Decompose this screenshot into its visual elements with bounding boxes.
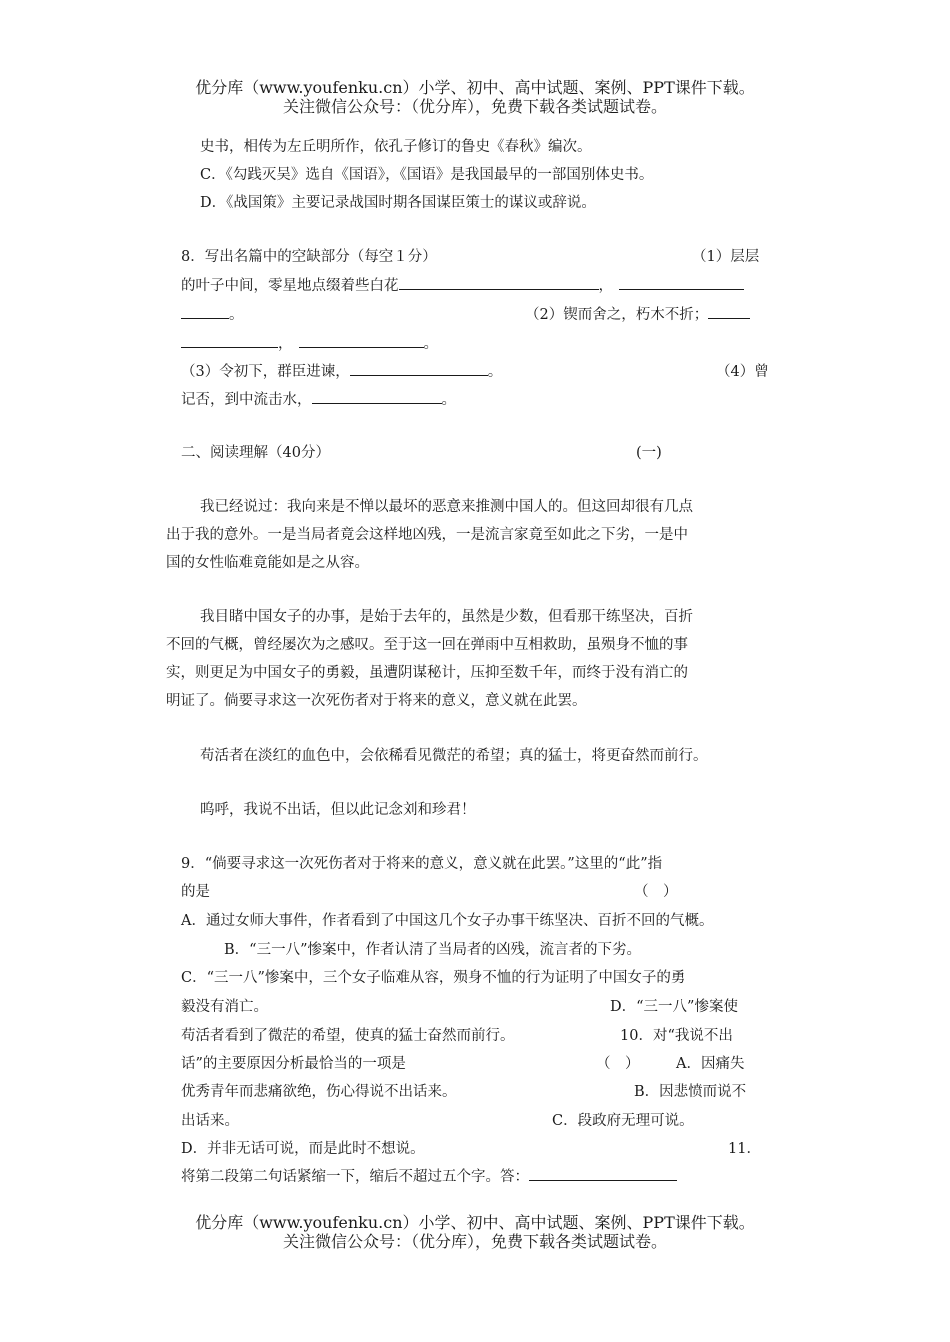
- q9-option-c-line1: C．“三一八”惨案中，三个女子临难从容，殒身不恤的行为证明了中国女子的勇: [181, 970, 686, 986]
- blank-1[interactable]: [399, 276, 599, 290]
- q10-option-b-start: B．因悲愤而说不: [634, 1084, 747, 1100]
- q10-option-c: C．段政府无理可说。: [552, 1113, 694, 1129]
- q8-title: 8．写出名篇中的空缺部分（每空１分）: [181, 249, 437, 265]
- q8-line-2: [181, 276, 744, 296]
- q10-option-d: D．并非无话可说，而是此时不想说。: [181, 1141, 425, 1157]
- q10-option-b-cont: 出话来。: [181, 1113, 239, 1129]
- comma-2: ，: [278, 336, 293, 352]
- footer-line-1: 优分库（www.youfenku.cn）小学、初中、高中试题、案例、PPT课件下载。: [195, 1213, 755, 1232]
- period-1: 。: [229, 307, 244, 323]
- q11-stem-text: 将第二段第二句话紧缩一下，缩后不超过五个字。答：: [181, 1169, 529, 1185]
- period-3: 。: [487, 364, 503, 380]
- q8-part4-start: （4）曾: [716, 364, 769, 380]
- q11-answer-blank[interactable]: [529, 1167, 677, 1181]
- q9-stem-line1: 9．“倘要寻求这一次死伤者对于将来的意义，意义就在此罢。”这里的“此”指: [181, 856, 663, 872]
- q8-part2: （2）锲而舍之，朽木不折；: [525, 307, 709, 323]
- q8-line-6: [181, 390, 456, 410]
- blank-3-cont[interactable]: [181, 334, 278, 348]
- footer-line-2: 关注微信公众号：（优分库），免费下载各类试题试卷。: [282, 1232, 667, 1251]
- q10-stem-start: 10．对“我说不出: [620, 1028, 733, 1044]
- passage-p3: 苟活者在淡红的血色中，会依稀看见微茫的希望；真的猛士，将更奋然而前行。: [200, 748, 708, 764]
- passage-p1-line2: 出于我的意外。一是当局者竟会这样地凶残，一是流言家竟至如此之下劣，一是中: [166, 527, 688, 543]
- option-d: D．《战国策》主要记录战国时期各国谋臣策士的谋议或辞说。: [200, 195, 596, 211]
- q9-option-c-line2: 毅没有消亡。: [181, 999, 268, 1015]
- q8-line-3: [181, 305, 244, 325]
- q11-stem: [181, 1167, 677, 1187]
- option-c: C．《勾践灭吴》选自《国语》，《国语》是我国最早的一部国别体史书。: [200, 167, 654, 183]
- blank-4[interactable]: [299, 334, 424, 348]
- q10-option-a-start: A．因痛失: [676, 1056, 745, 1072]
- option-b-tail: 史书，相传为左丘明所作，依孔子修订的鲁史《春秋》编次。: [200, 139, 592, 155]
- blank-2[interactable]: [619, 276, 744, 290]
- passage-p4: 呜呼，我说不出话，但以此记念刘和珍君！: [200, 802, 476, 818]
- period-2: 。: [423, 336, 438, 352]
- q9-option-a: A．通过女师大事件，作者看到了中国这几个女子办事干练坚决、百折不回的气概。: [181, 913, 714, 929]
- comma-1: ，: [598, 278, 613, 294]
- passage-p1-line1: 我已经说过：我向来是不惮以最坏的恶意来推测中国人的。但这回却很有几点: [200, 499, 693, 515]
- q9-option-d-start: D．“三一八”惨案使: [610, 999, 738, 1015]
- q9-option-b: B．“三一八”惨案中，作者认清了当局者的凶残，流言者的下劣。: [224, 942, 641, 958]
- q9-answer-paren: （ ）: [634, 884, 678, 900]
- q8-line-5: [181, 362, 502, 382]
- passage-p1-line3: 国的女性临难竟能如是之从容。: [166, 555, 369, 571]
- blank-5[interactable]: [350, 362, 488, 376]
- blank-6[interactable]: [312, 390, 442, 404]
- q9-stem-line2: 的是: [181, 884, 210, 900]
- q8-line-4: [181, 334, 438, 354]
- q8-part3: （3）令初下，群臣进谏，: [181, 364, 350, 380]
- q10-answer-paren: （ ）: [596, 1056, 640, 1072]
- passage-p2-line4: 明证了。倘要寻求这一次死伤者对于将来的意义，意义就在此罢。: [166, 693, 587, 709]
- section-2-title: 二、阅读理解（40分）: [181, 445, 330, 461]
- passage-p2-line3: 实，则更足为中国女子的勇毅，虽遭阴谋秘计，压抑至数千年，而终于没有消亡的: [166, 665, 688, 681]
- passage-p2-line2: 不回的气概，曾经屡次为之感叹。至于这一回在弹雨中互相救助，虽殒身不恤的事: [166, 637, 688, 653]
- passage-p2-line1: 我目睹中国女子的办事，是始于去年的，虽然是少数，但看那干练坚决，百折: [200, 609, 693, 625]
- blank-2-cont[interactable]: [181, 305, 229, 319]
- q10-stem-cont: 话”的主要原因分析最恰当的一项是: [181, 1056, 406, 1072]
- q10-option-a-cont: 优秀青年而悲痛欲绝，伤心得说不出话来。: [181, 1084, 457, 1100]
- q8-part1-cont: 的叶子中间，零星地点缀着些白花: [181, 278, 399, 294]
- q11-number: 11．: [728, 1141, 761, 1157]
- q8-part4-cont: 记否，到中流击水，: [181, 392, 312, 408]
- period-4: 。: [441, 392, 456, 408]
- section-2-part: (一): [636, 445, 662, 461]
- header-line-1: 优分库（www.youfenku.cn）小学、初中、高中试题、案例、PPT课件下载。: [195, 78, 755, 97]
- blank-3[interactable]: [708, 305, 750, 319]
- q8-part1-start: （1）层层: [692, 249, 760, 265]
- q8-line-3-right: [525, 305, 750, 325]
- header-line-2: 关注微信公众号：（优分库），免费下载各类试题试卷。: [282, 97, 667, 116]
- q9-option-d-cont: 苟活者看到了微茫的希望，使真的猛士奋然而前行。: [181, 1028, 515, 1044]
